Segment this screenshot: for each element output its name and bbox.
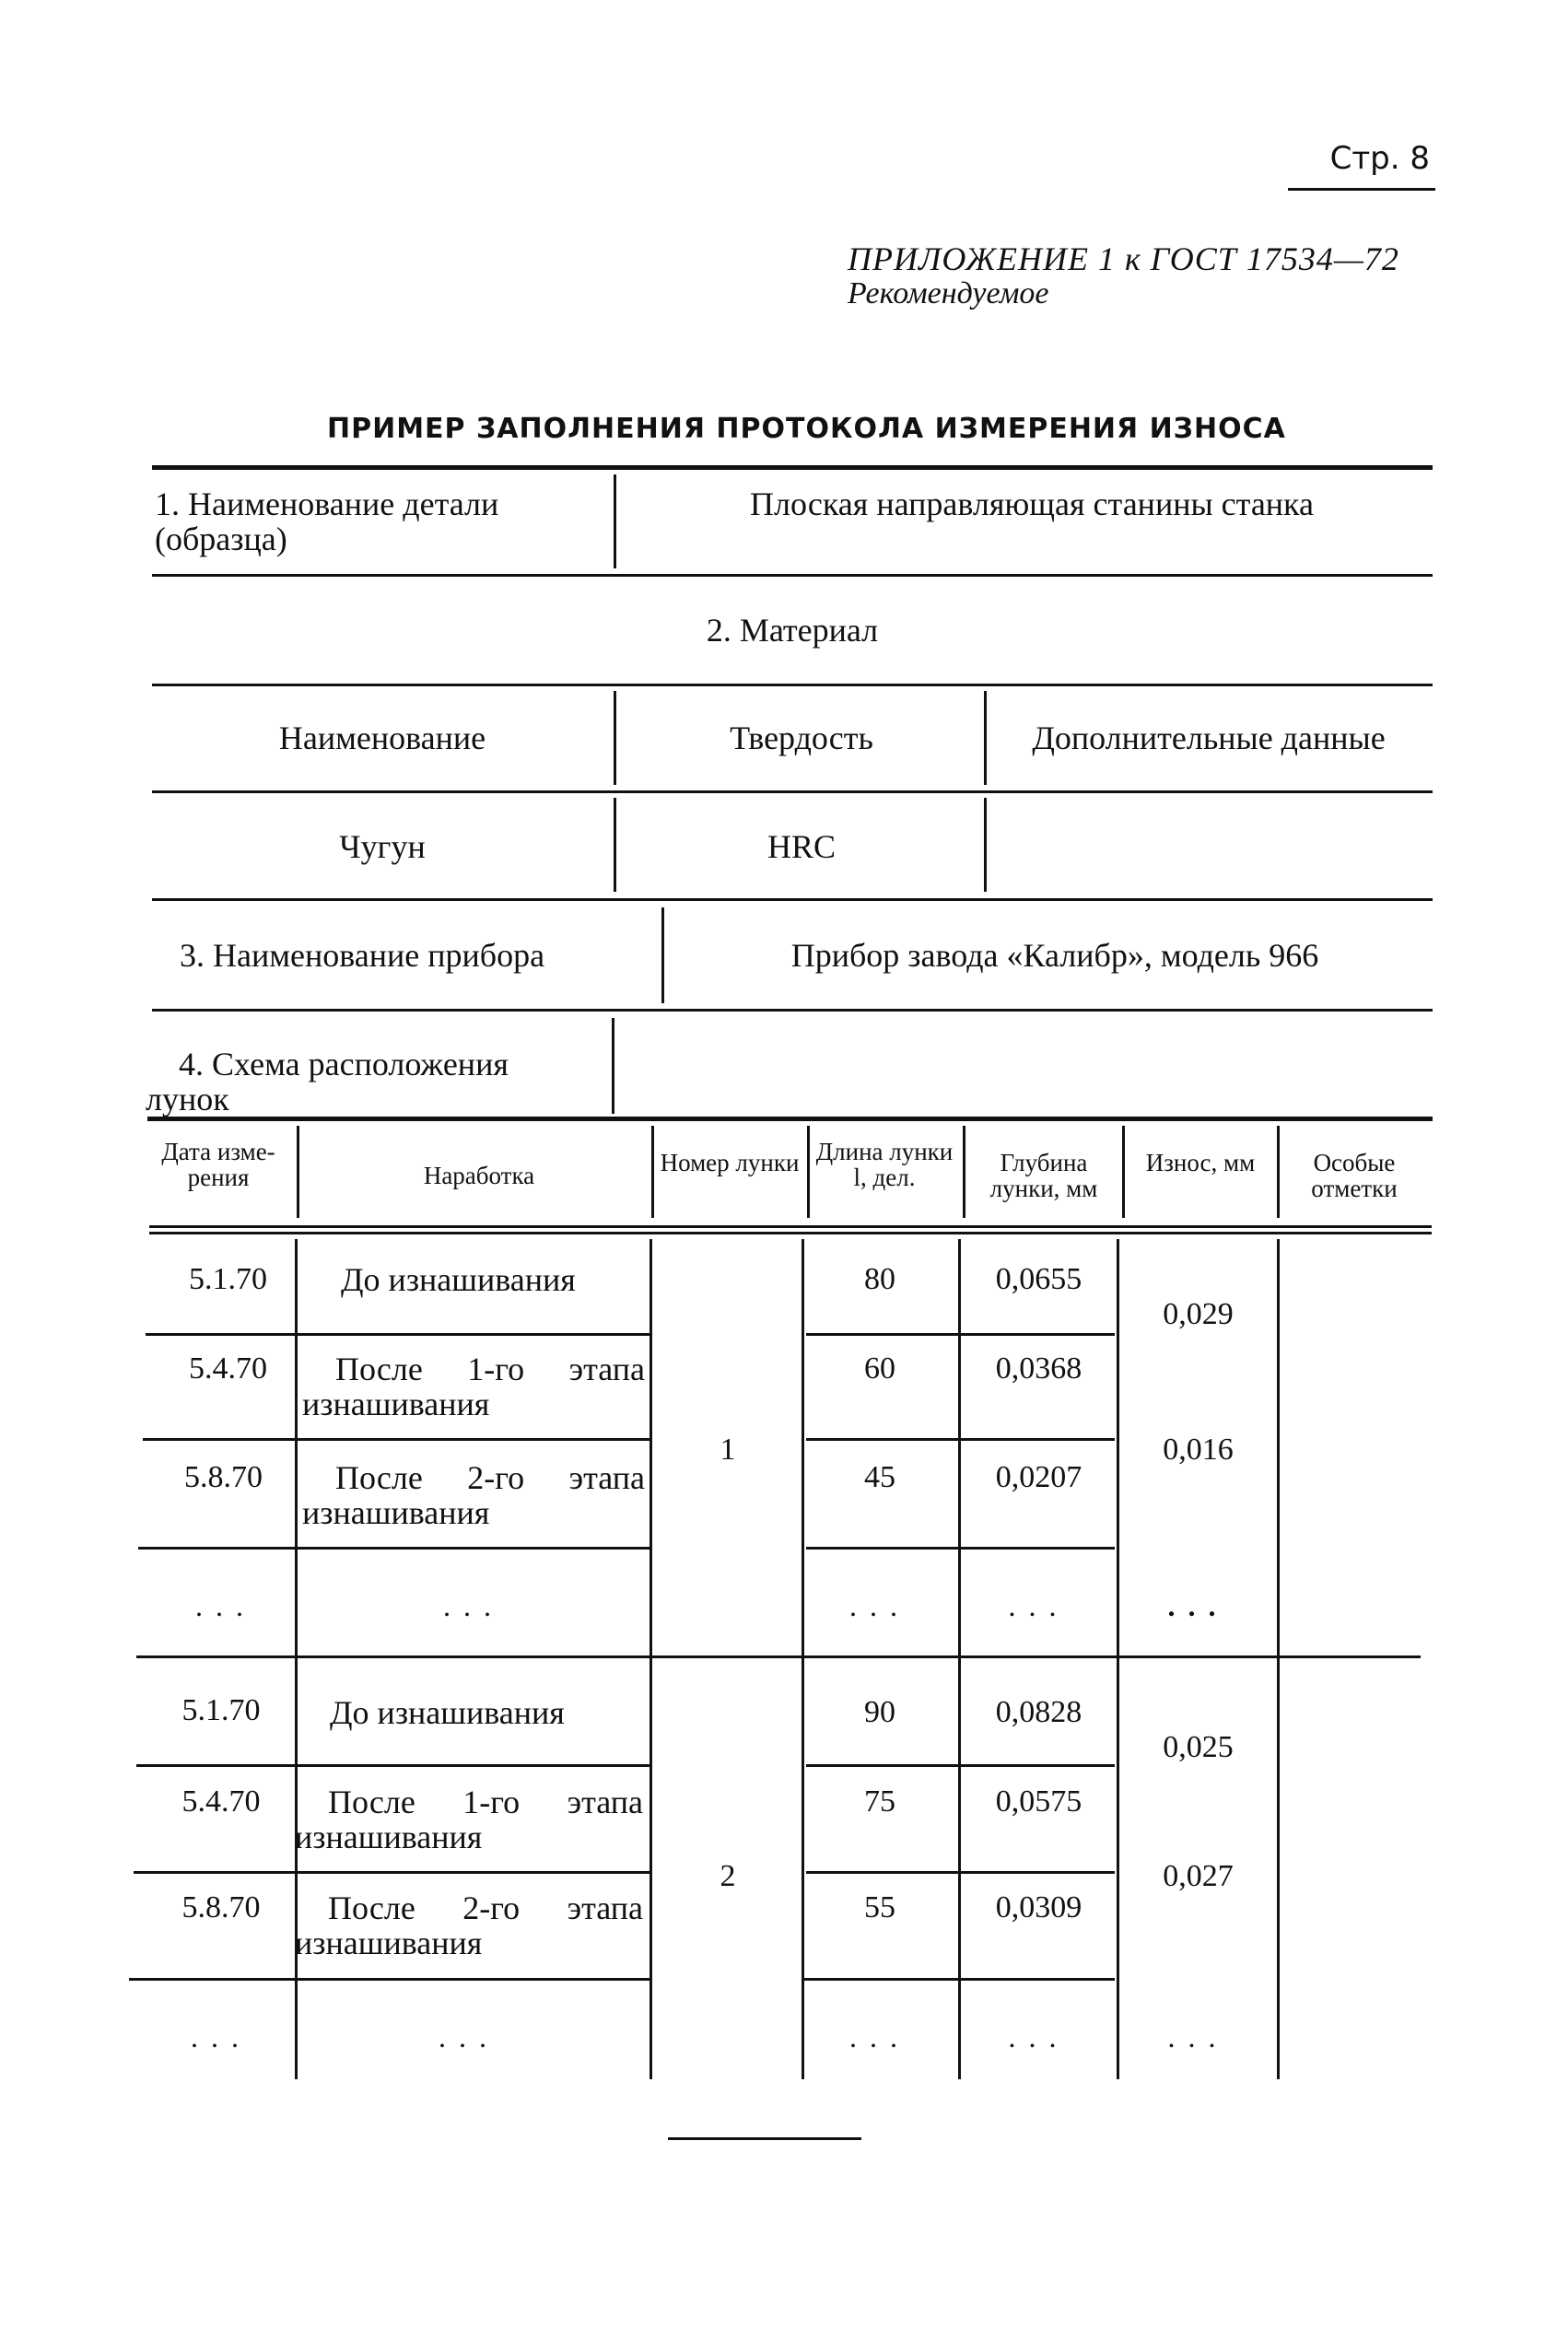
table-cell-wear: 0,016	[1163, 1433, 1234, 1467]
page-number-rule	[1288, 188, 1435, 191]
table-cell-operation: До изнашивания	[330, 1694, 565, 1731]
material-header-hardness: Твердость	[730, 719, 873, 756]
rule	[802, 1978, 1115, 1981]
hole-number: 2	[720, 1859, 736, 1893]
table-cell-wear: 0,029	[1163, 1297, 1234, 1331]
rule	[806, 1333, 1115, 1336]
col-header-date: Дата изме-рения	[161, 1138, 275, 1191]
divider	[649, 1239, 652, 2079]
part-name-label: 1. Наименование детали (образца)	[155, 485, 499, 557]
col-header-hole: Номер лунки	[660, 1149, 800, 1176]
material-header-extra: Дополнительные данные	[1032, 719, 1386, 756]
table-cell-date: 5.4.70	[189, 1351, 267, 1386]
rule	[147, 1117, 1433, 1121]
table-cell-length: 90	[864, 1695, 895, 1729]
table-cell-operation: До изнашивания	[341, 1261, 576, 1298]
table-cell-wear: ...	[1167, 2020, 1229, 2053]
table-cell-operation: После 1-го этапа изнашивания	[302, 1351, 645, 1422]
divider	[802, 1239, 804, 2079]
table-cell-operation: После 2-го этапа изнашивания	[302, 1459, 645, 1531]
divider	[612, 1018, 614, 1114]
page-number: Стр. 8	[1329, 140, 1430, 177]
col-header-wear: Износ, мм	[1145, 1149, 1256, 1176]
rule	[149, 1225, 1432, 1228]
divider	[984, 798, 987, 892]
col-header-length: Длина лунки l, дел.	[815, 1138, 954, 1191]
table-cell-length: 45	[864, 1460, 895, 1494]
rule	[152, 1009, 1433, 1012]
table-cell-depth: ...	[1008, 2020, 1070, 2053]
divider	[958, 1239, 961, 2079]
rule	[152, 790, 1433, 793]
rule	[136, 1655, 1421, 1658]
table-cell-date: 5.1.70	[181, 1693, 261, 1727]
table-cell-date: 5.8.70	[184, 1460, 263, 1494]
table-cell-depth: 0,0655	[995, 1262, 1082, 1296]
table-cell-date: 5.4.70	[181, 1784, 261, 1819]
rule	[152, 684, 1433, 686]
col-header-operation: Наработка	[423, 1162, 535, 1189]
table-cell-date: ...	[191, 2020, 252, 2053]
document-heading: ПРИМЕР ЗАПОЛНЕНИЯ ПРОТОКОЛА ИЗМЕРЕНИЯ ИЗНОСА	[327, 413, 1286, 445]
rule	[146, 1333, 649, 1336]
table-cell-length: 55	[864, 1890, 895, 1924]
rule	[806, 1438, 1115, 1441]
rule	[143, 1438, 649, 1441]
table-cell-wear: 0,025	[1163, 1730, 1234, 1764]
divider	[1122, 1126, 1125, 1218]
table-cell-date: 5.1.70	[189, 1262, 267, 1296]
rule	[806, 1871, 1115, 1874]
table-cell-depth: 0,0309	[995, 1890, 1082, 1924]
closing-rule	[668, 2137, 861, 2140]
rule	[134, 1871, 649, 1874]
table-cell-operation: После 1-го этапа изнашивания	[295, 1784, 643, 1855]
divider	[1277, 1126, 1280, 1218]
material-label: 2. Материал	[706, 612, 879, 649]
table-cell-operation: ...	[439, 2020, 499, 2053]
table-cell-wear: ...	[1167, 1589, 1229, 1622]
scheme-label: 4. Схема расположения лунок	[146, 1046, 509, 1117]
table-cell-length: 80	[864, 1262, 895, 1296]
table-cell-date: ...	[195, 1589, 256, 1622]
col-header-depth: Глубина лунки, мм	[989, 1149, 1098, 1202]
hole-number: 1	[720, 1433, 736, 1467]
rule	[152, 465, 1433, 470]
table-cell-length: ...	[849, 1589, 910, 1622]
rule	[806, 1547, 1115, 1550]
rule	[149, 1232, 1432, 1234]
table-cell-depth: 0,0368	[995, 1351, 1082, 1386]
divider	[807, 1126, 810, 1218]
divider	[1117, 1239, 1119, 2079]
table-cell-length: ...	[849, 2020, 910, 2053]
table-cell-operation: ...	[443, 1589, 504, 1622]
table-cell-depth: ...	[1008, 1589, 1070, 1622]
rule	[136, 1764, 649, 1767]
divider	[297, 1126, 299, 1218]
appendix-title: ПРИЛОЖЕНИЕ 1 к ГОСТ 17534—72	[848, 240, 1399, 277]
divider	[984, 691, 987, 785]
divider	[614, 798, 616, 892]
col-header-notes: Особые отметки	[1311, 1149, 1398, 1202]
rule	[152, 898, 1433, 901]
device-label: 3. Наименование прибора	[180, 937, 545, 974]
table-cell-depth: 0,0828	[995, 1695, 1082, 1729]
divider	[614, 691, 616, 785]
table-cell-length: 60	[864, 1351, 895, 1386]
divider	[661, 907, 664, 1003]
material-header-name: Наименование	[278, 719, 486, 756]
table-cell-depth: 0,0207	[995, 1460, 1082, 1494]
device-value: Прибор завода «Калибр», модель 966	[790, 937, 1319, 974]
rule	[138, 1547, 649, 1550]
table-cell-operation: После 2-го этапа изнашивания	[295, 1889, 643, 1961]
divider	[1277, 1239, 1280, 2079]
table-cell-length: 75	[864, 1784, 895, 1819]
table-cell-date: 5.8.70	[181, 1890, 261, 1924]
rule	[806, 1764, 1115, 1767]
divider	[651, 1126, 654, 1218]
part-name-value: Плоская направляющая станины станка	[750, 485, 1314, 522]
divider	[614, 474, 616, 568]
appendix-status: Рекомендуемое	[848, 276, 1049, 310]
material-value-name: Чугун	[339, 828, 426, 865]
table-cell-depth: 0,0575	[995, 1784, 1082, 1819]
rule	[129, 1978, 649, 1981]
table-cell-wear: 0,027	[1163, 1859, 1234, 1893]
material-value-hardness: HRC	[766, 828, 837, 865]
rule	[152, 574, 1433, 577]
